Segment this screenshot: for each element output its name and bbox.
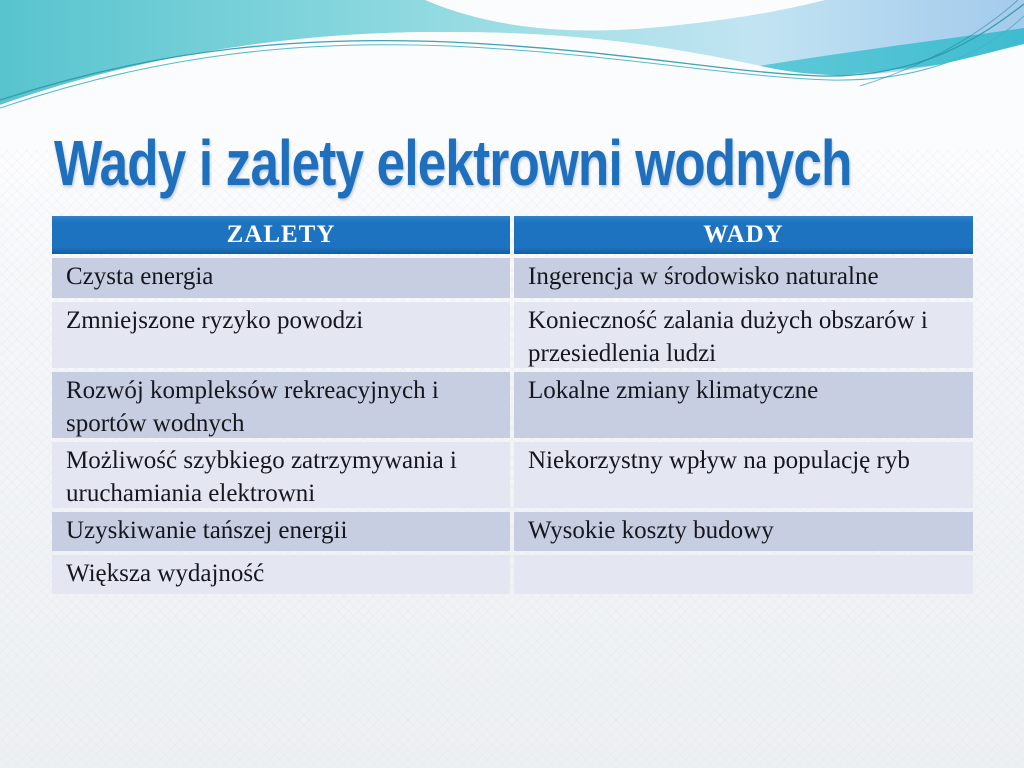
wada-cell: Lokalne zmiany klimatyczne: [514, 372, 973, 438]
wada-cell: Ingerencja w środowisko naturalne: [514, 258, 973, 298]
zaleta-cell: Zmniejszone ryzyko powodzi: [52, 302, 510, 368]
slide-title: Wady i zalety elektrowni wodnych: [54, 127, 852, 199]
wada-cell: [514, 555, 973, 594]
wada-cell: Wysokie koszty budowy: [514, 512, 973, 551]
wada-cell: Niekorzystny wpływ na populację ryb: [514, 442, 973, 508]
wada-cell: Konieczność zalania dużych obszarów i przesiedlenia ludzi: [514, 302, 973, 368]
zaleta-cell: Większa wydajność: [52, 555, 510, 594]
zaleta-cell: Rozwój kompleksów rekreacyjnych i sportów wodnych: [52, 372, 510, 438]
column-header-wady: WADY: [514, 216, 973, 254]
zaleta-cell: Czysta energia: [52, 258, 510, 298]
table-row: [52, 512, 973, 551]
table-row: [52, 555, 973, 594]
table-row: [52, 442, 973, 508]
zaleta-cell: Uzyskiwanie tańszej energii: [52, 512, 510, 551]
table-row: [52, 302, 973, 368]
zaleta-cell: Możliwość szybkiego zatrzymywania i uruchamiania elektrowni: [52, 442, 510, 508]
table-row: [52, 372, 973, 438]
table-row: [52, 258, 973, 298]
pros-cons-table: [52, 216, 973, 598]
table-header-row: [52, 216, 973, 254]
column-header-zalety: ZALETY: [52, 216, 510, 254]
